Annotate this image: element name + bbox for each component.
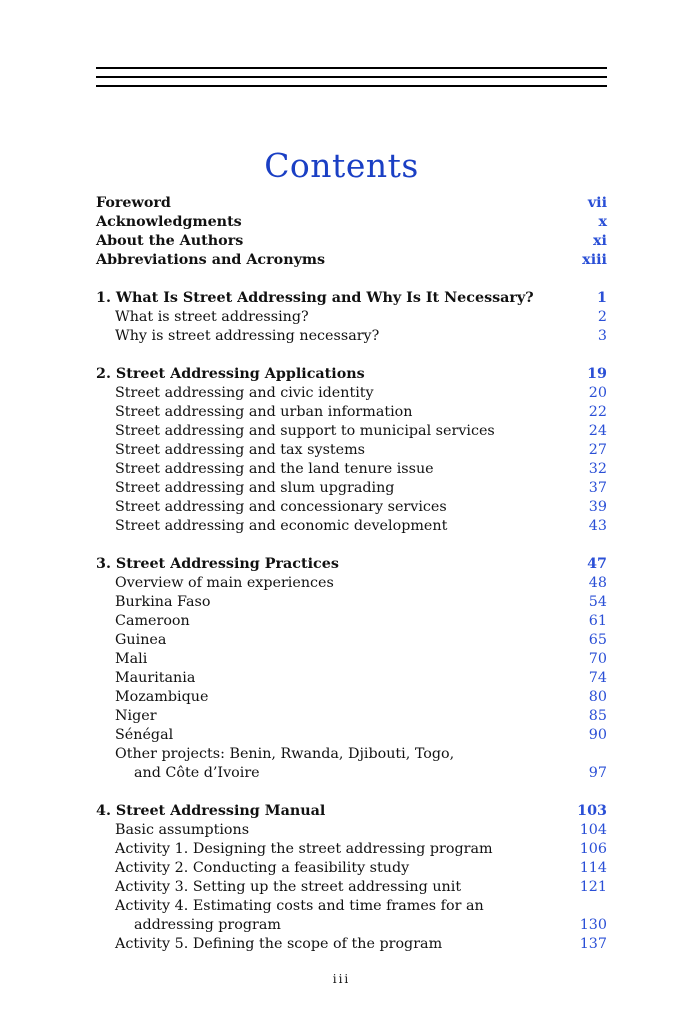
toc-entry-title[interactable]: Other projects: Benin, Rwanda, Djibouti, Togo,	[115, 746, 455, 762]
page-number: iii	[332, 972, 351, 986]
toc-entry-page[interactable]: 74	[588, 670, 607, 686]
toc-entry-page[interactable]: 70	[588, 651, 607, 667]
toc-entry-page[interactable]: 3	[597, 328, 607, 344]
section-entry[interactable]	[96, 422, 607, 441]
toc-entry-page[interactable]: 37	[588, 480, 607, 496]
toc-entry-page[interactable]: 43	[588, 518, 607, 534]
toc-entry-title[interactable]: Activity 3. Setting up the street addressing unit	[115, 879, 462, 895]
toc-entry-page[interactable]: 27	[588, 442, 607, 458]
toc-entry-page[interactable]: 85	[588, 708, 607, 724]
toc-entry-page[interactable]: 137	[579, 936, 607, 952]
section-entry[interactable]	[96, 650, 607, 669]
toc-entry-title[interactable]: Niger	[115, 708, 157, 724]
toc-entry-title[interactable]: Street addressing and economic development	[115, 518, 448, 534]
section-entry[interactable]	[96, 498, 607, 517]
section-entry[interactable]	[96, 593, 607, 612]
toc-entry-title[interactable]: Abbreviations and Acronyms	[96, 252, 326, 268]
toc-entry-title[interactable]: Acknowledgments	[96, 214, 242, 230]
section-entry[interactable]	[96, 840, 607, 859]
chapter-entry[interactable]	[96, 555, 607, 574]
section-entry[interactable]	[96, 669, 607, 688]
section-entry[interactable]	[96, 707, 607, 726]
toc-entry-page[interactable]: 32	[588, 461, 607, 477]
front-matter-entry[interactable]	[96, 232, 607, 251]
toc-entry-page[interactable]: 1	[597, 290, 607, 306]
toc-entry-title[interactable]: Burkina Faso	[115, 594, 211, 610]
chapter-entry[interactable]	[96, 802, 607, 821]
section-entry[interactable]	[96, 688, 607, 707]
toc-entry-title[interactable]: Street addressing and support to municipal services	[115, 423, 495, 439]
front-matter-entry[interactable]	[96, 251, 607, 270]
section-entry[interactable]	[96, 403, 607, 422]
toc-entry-title[interactable]: Foreword	[96, 195, 171, 211]
toc-entry-page[interactable]: 61	[588, 613, 607, 629]
toc-entry-title[interactable]: Activity 5. Defining the scope of the program	[115, 936, 443, 952]
toc-entry-title[interactable]: Street addressing and tax systems	[115, 442, 366, 458]
toc-entry-title[interactable]: Activity 2. Conducting a feasibility study	[115, 860, 410, 876]
toc-entry-title[interactable]: Mozambique	[115, 689, 209, 705]
section-entry[interactable]	[96, 821, 607, 840]
section-entry[interactable]	[96, 441, 607, 460]
toc-entry-page[interactable]: 2	[597, 309, 607, 325]
section-entry[interactable]	[96, 308, 607, 327]
front-matter-entry[interactable]	[96, 213, 607, 232]
toc-entry-title[interactable]: What is street addressing?	[115, 309, 309, 325]
header-rule-top	[96, 67, 607, 69]
toc-entry-page[interactable]: 19	[587, 366, 607, 382]
page-title: Contents	[264, 146, 419, 185]
section-entry[interactable]	[96, 859, 607, 878]
section-entry[interactable]	[96, 384, 607, 403]
toc-entry-page[interactable]: 65	[588, 632, 607, 648]
toc-entry-page[interactable]: 47	[587, 556, 607, 572]
section-entry[interactable]	[96, 897, 607, 916]
table-of-contents	[96, 194, 607, 954]
section-gap	[96, 346, 607, 365]
toc-entry-page[interactable]: 114	[579, 860, 607, 876]
section-entry[interactable]	[96, 726, 607, 745]
section-entry[interactable]	[96, 327, 607, 346]
toc-entry-title[interactable]: Mauritania	[115, 670, 196, 686]
section-entry[interactable]	[96, 878, 607, 897]
toc-entry-title[interactable]: Mali	[115, 651, 148, 667]
toc-entry-title[interactable]: Cameroon	[115, 613, 190, 629]
toc-entry-title[interactable]: About the Authors	[96, 233, 244, 249]
toc-entry-title[interactable]: Street addressing and urban information	[115, 404, 413, 420]
toc-entry-title[interactable]: 1. What Is Street Addressing and Why Is It Necessary?	[96, 290, 534, 306]
toc-entry-title[interactable]: and Côte d’Ivoire	[134, 765, 260, 781]
toc-entry-title[interactable]: Guinea	[115, 632, 167, 648]
toc-entry-title[interactable]: Street addressing and civic identity	[115, 385, 374, 401]
section-entry[interactable]	[96, 479, 607, 498]
toc-entry-page[interactable]: 20	[588, 385, 607, 401]
toc-entry-page[interactable]: 90	[588, 727, 607, 743]
section-gap	[96, 783, 607, 802]
chapter-entry[interactable]	[96, 289, 607, 308]
toc-entry-title[interactable]: 4. Street Addressing Manual	[96, 803, 326, 819]
header-rule-bottom	[96, 85, 607, 87]
toc-entry-page[interactable]: 54	[588, 594, 607, 610]
toc-entry-page[interactable]: 22	[588, 404, 607, 420]
toc-entry-page[interactable]: 103	[577, 803, 607, 819]
section-entry[interactable]	[96, 631, 607, 650]
chapter-entry[interactable]	[96, 365, 607, 384]
toc-entry-page[interactable]: 48	[588, 575, 607, 591]
section-entry[interactable]	[96, 574, 607, 593]
toc-entry-page[interactable]: 130	[579, 917, 607, 933]
section-gap	[96, 536, 607, 555]
toc-entry-title[interactable]: Basic assumptions	[115, 822, 250, 838]
toc-entry-title[interactable]: Overview of main experiences	[115, 575, 334, 591]
toc-entry-page[interactable]: 39	[588, 499, 607, 515]
toc-entry-page[interactable]: xiii	[582, 252, 607, 268]
section-entry[interactable]	[96, 517, 607, 536]
toc-entry-page[interactable]: 97	[588, 765, 607, 781]
toc-entry-title[interactable]: Street addressing and slum upgrading	[115, 480, 395, 496]
toc-entry-title[interactable]: addressing program	[134, 917, 281, 933]
toc-entry-title[interactable]: Street addressing and the land tenure issue	[115, 461, 434, 477]
toc-entry-page[interactable]: 106	[579, 841, 607, 857]
toc-entry-page[interactable]: 24	[588, 423, 607, 439]
toc-entry-title[interactable]: Sénégal	[115, 727, 174, 743]
section-entry[interactable]	[96, 460, 607, 479]
toc-entry-page[interactable]: 121	[579, 879, 607, 895]
header-rule-middle	[96, 76, 607, 78]
toc-entry-page[interactable]: xi	[593, 233, 607, 249]
section-entry[interactable]	[96, 935, 607, 954]
toc-entry-title[interactable]: Activity 4. Estimating costs and time frames for an	[115, 898, 484, 914]
toc-entry-title[interactable]: Why is street addressing necessary?	[115, 328, 380, 344]
section-entry[interactable]	[96, 745, 607, 764]
toc-entry-title[interactable]: Street addressing and concessionary services	[115, 499, 447, 515]
toc-entry-title[interactable]: 2. Street Addressing Applications	[96, 366, 365, 382]
section-gap	[96, 270, 607, 289]
toc-entry-page[interactable]: 80	[588, 689, 607, 705]
section-entry-continued[interactable]	[96, 916, 607, 935]
toc-entry-page[interactable]: x	[598, 214, 607, 230]
section-entry[interactable]	[96, 612, 607, 631]
toc-entry-title[interactable]: Activity 1. Designing the street addressing program	[115, 841, 493, 857]
toc-entry-page[interactable]: 104	[579, 822, 607, 838]
front-matter-entry[interactable]	[96, 194, 607, 213]
toc-entry-title[interactable]: 3. Street Addressing Practices	[96, 556, 339, 572]
section-entry-continued[interactable]	[96, 764, 607, 783]
toc-entry-page[interactable]: vii	[587, 195, 607, 211]
